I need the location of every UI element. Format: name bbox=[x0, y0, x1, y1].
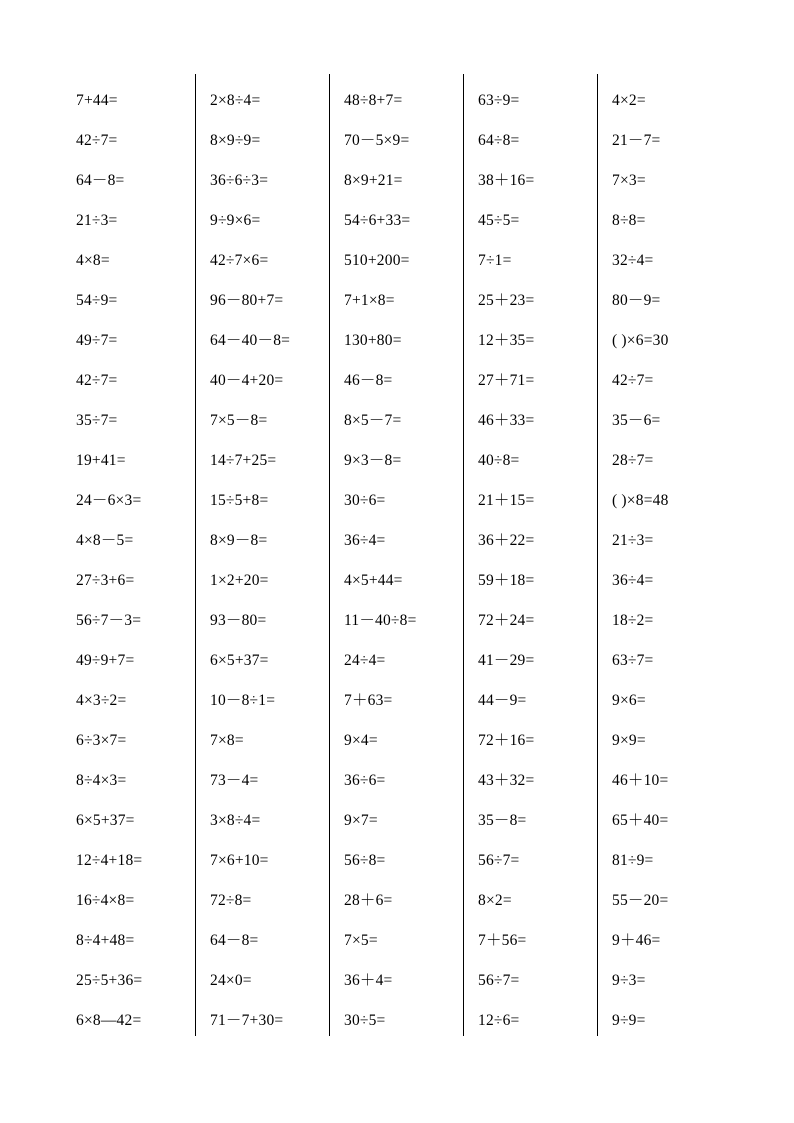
math-problem: 59＋18= bbox=[478, 572, 535, 589]
math-problem: 42÷7= bbox=[76, 132, 118, 149]
math-problem: 36÷6÷3= bbox=[210, 172, 269, 189]
math-problem: 65＋40= bbox=[612, 812, 669, 829]
math-problem: 36÷6= bbox=[344, 772, 386, 789]
math-problem: 55－20= bbox=[612, 892, 669, 909]
math-problem: 64÷8= bbox=[478, 132, 520, 149]
math-problem: 8×9－8= bbox=[210, 532, 268, 549]
math-problem: 9×9= bbox=[612, 732, 646, 749]
math-problem: 41－29= bbox=[478, 652, 535, 669]
math-problem: 56÷7= bbox=[478, 852, 520, 869]
math-problem: 9×4= bbox=[344, 732, 378, 749]
math-problem: 42÷7×6= bbox=[210, 252, 269, 269]
math-problem: 35－6= bbox=[612, 412, 661, 429]
math-problem: 25÷5+36= bbox=[76, 972, 143, 989]
math-problem: 4×8－5= bbox=[76, 532, 134, 549]
math-problem: 8÷4×3= bbox=[76, 772, 127, 789]
math-problem: 30÷6= bbox=[344, 492, 386, 509]
math-problem: 56÷7－3= bbox=[76, 612, 142, 629]
math-problem: 7×5= bbox=[344, 932, 378, 949]
math-problem: 48÷8+7= bbox=[344, 92, 403, 109]
math-problem: 63÷9= bbox=[478, 92, 520, 109]
math-problem: 4×2= bbox=[612, 92, 646, 109]
math-problem: 9÷9×6= bbox=[210, 212, 261, 229]
math-problem: 8×5－7= bbox=[344, 412, 402, 429]
math-problem: 32÷4= bbox=[612, 252, 654, 269]
math-problem: 21＋15= bbox=[478, 492, 535, 509]
math-problem: 7＋63= bbox=[344, 692, 393, 709]
math-problem: ( )×8=48 bbox=[612, 492, 669, 509]
math-problem: 70－5×9= bbox=[344, 132, 410, 149]
math-problem: 46＋10= bbox=[612, 772, 669, 789]
math-problem: 46＋33= bbox=[478, 412, 535, 429]
math-problem: 7+1×8= bbox=[344, 292, 395, 309]
math-problem: 36＋22= bbox=[478, 532, 535, 549]
math-problem: 81÷9= bbox=[612, 852, 654, 869]
math-problem: 16÷4×8= bbox=[76, 892, 135, 909]
math-problem: 19+41= bbox=[76, 452, 126, 469]
math-problem: 7×8= bbox=[210, 732, 244, 749]
problem-column-5 bbox=[598, 74, 734, 1036]
math-problem: 40－4+20= bbox=[210, 372, 284, 389]
math-problem: 8÷8= bbox=[612, 212, 646, 229]
math-problem: 7+44= bbox=[76, 92, 118, 109]
math-problem: 7×5－8= bbox=[210, 412, 268, 429]
math-problem: 24÷4= bbox=[344, 652, 386, 669]
math-problem: 510+200= bbox=[344, 252, 410, 269]
math-problem: 7×6+10= bbox=[210, 852, 269, 869]
math-problem: 28÷7= bbox=[612, 452, 654, 469]
math-problem: 9÷9= bbox=[612, 1012, 646, 1029]
math-problem: 9×3－8= bbox=[344, 452, 402, 469]
math-problem: 6×5+37= bbox=[210, 652, 269, 669]
math-problem: 21－7= bbox=[612, 132, 661, 149]
math-problem: 1×2+20= bbox=[210, 572, 269, 589]
math-problem: 64－40－8= bbox=[210, 332, 291, 349]
math-problem: 9×6= bbox=[612, 692, 646, 709]
math-problem: 56÷8= bbox=[344, 852, 386, 869]
math-problem: 14÷7+25= bbox=[210, 452, 277, 469]
math-problem: 64－8= bbox=[210, 932, 259, 949]
math-problem: 25＋23= bbox=[478, 292, 535, 309]
math-problem: 71－7+30= bbox=[210, 1012, 284, 1029]
math-problem: 130+80= bbox=[344, 332, 402, 349]
math-problem: 8×9+21= bbox=[344, 172, 403, 189]
math-problem: 12＋35= bbox=[478, 332, 535, 349]
math-problem: 35－8= bbox=[478, 812, 527, 829]
math-problem: 42÷7= bbox=[76, 372, 118, 389]
math-problem: 43＋32= bbox=[478, 772, 535, 789]
math-problem: 28＋6= bbox=[344, 892, 393, 909]
problem-column-2 bbox=[196, 74, 330, 1036]
math-problem: 10－8÷1= bbox=[210, 692, 276, 709]
math-problem: 44－9= bbox=[478, 692, 527, 709]
math-problem: 8×9÷9= bbox=[210, 132, 261, 149]
math-problem: 72＋24= bbox=[478, 612, 535, 629]
math-problem: 21÷3= bbox=[76, 212, 118, 229]
math-problem: 7×3= bbox=[612, 172, 646, 189]
math-problem: 45÷5= bbox=[478, 212, 520, 229]
math-problem: 11－40÷8= bbox=[344, 612, 417, 629]
math-problem: 21÷3= bbox=[612, 532, 654, 549]
math-problem: 9×7= bbox=[344, 812, 378, 829]
math-problem: 9＋46= bbox=[612, 932, 661, 949]
problem-column-3 bbox=[330, 74, 464, 1036]
math-problem: 49÷7= bbox=[76, 332, 118, 349]
math-problem: 40÷8= bbox=[478, 452, 520, 469]
math-problem: 4×3÷2= bbox=[76, 692, 127, 709]
math-problem: 46－8= bbox=[344, 372, 393, 389]
math-problem: 7÷1= bbox=[478, 252, 512, 269]
math-problem: 30÷5= bbox=[344, 1012, 386, 1029]
math-problem: 2×8÷4= bbox=[210, 92, 261, 109]
math-problem: ( )×6=30 bbox=[612, 332, 669, 349]
math-problem: 6×8—42= bbox=[76, 1012, 142, 1029]
math-problem: 27÷3+6= bbox=[76, 572, 135, 589]
math-problem: 9÷3= bbox=[612, 972, 646, 989]
math-problem: 3×8÷4= bbox=[210, 812, 261, 829]
math-problem: 6×5+37= bbox=[76, 812, 135, 829]
math-problem: 72＋16= bbox=[478, 732, 535, 749]
arithmetic-worksheet bbox=[62, 74, 734, 1036]
math-problem: 24－6×3= bbox=[76, 492, 142, 509]
math-problem: 36＋4= bbox=[344, 972, 393, 989]
math-problem: 63÷7= bbox=[612, 652, 654, 669]
math-problem: 72÷8= bbox=[210, 892, 252, 909]
math-problem: 80－9= bbox=[612, 292, 661, 309]
math-problem: 93－80= bbox=[210, 612, 267, 629]
math-problem: 15÷5+8= bbox=[210, 492, 269, 509]
math-problem: 64－8= bbox=[76, 172, 125, 189]
math-problem: 36÷4= bbox=[612, 572, 654, 589]
math-problem: 54÷6+33= bbox=[344, 212, 411, 229]
math-problem: 8×2= bbox=[478, 892, 512, 909]
problem-column-1 bbox=[62, 74, 196, 1036]
math-problem: 18÷2= bbox=[612, 612, 654, 629]
math-problem: 4×8= bbox=[76, 252, 110, 269]
math-problem: 35÷7= bbox=[76, 412, 118, 429]
math-problem: 4×5+44= bbox=[344, 572, 403, 589]
math-problem: 56÷7= bbox=[478, 972, 520, 989]
math-problem: 54÷9= bbox=[76, 292, 118, 309]
math-problem: 96－80+7= bbox=[210, 292, 284, 309]
math-problem: 12÷6= bbox=[478, 1012, 520, 1029]
math-problem: 42÷7= bbox=[612, 372, 654, 389]
math-problem: 7＋56= bbox=[478, 932, 527, 949]
math-problem: 73－4= bbox=[210, 772, 259, 789]
math-problem: 12÷4+18= bbox=[76, 852, 143, 869]
math-problem: 27＋71= bbox=[478, 372, 535, 389]
math-problem: 38＋16= bbox=[478, 172, 535, 189]
math-problem: 36÷4= bbox=[344, 532, 386, 549]
math-problem: 8÷4+48= bbox=[76, 932, 135, 949]
problem-column-4 bbox=[464, 74, 598, 1036]
math-problem: 6÷3×7= bbox=[76, 732, 127, 749]
math-problem: 24×0= bbox=[210, 972, 252, 989]
math-problem: 49÷9+7= bbox=[76, 652, 135, 669]
